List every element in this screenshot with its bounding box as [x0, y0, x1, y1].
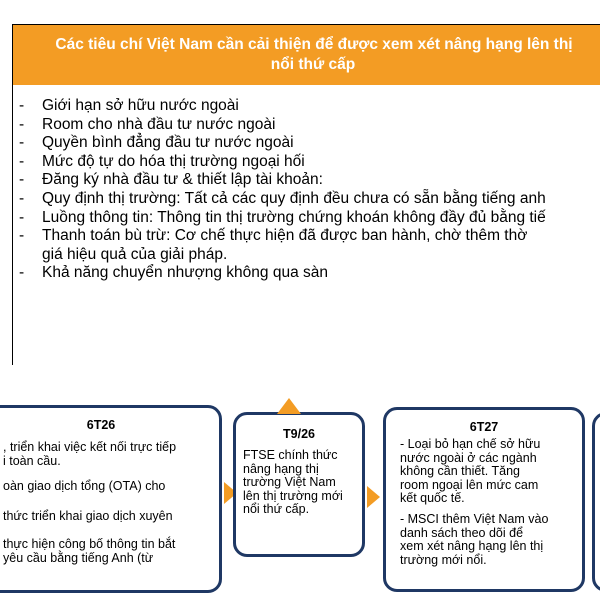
- criteria-title-line1: Các tiêu chí Việt Nam cần cải thiện để được xem xét nâng hạng lên thị: [55, 36, 573, 53]
- criteria-list: [19, 97, 600, 283]
- timeline-card-6t26: [0, 405, 222, 593]
- card-title: 6T27: [469, 420, 499, 434]
- list-item: - Room cho nhà đầu tư nước ngoài: [19, 115, 276, 133]
- list-item: - Luồng thông tin: Thông tin thị trường chứng khoán không đầy đủ bằng tiế: [19, 208, 546, 226]
- list-item: - Giới hạn sở hữu nước ngoài: [19, 97, 239, 114]
- list-item: - Quy định thị trường: Tất cả các quy định đều chưa có sẵn bằng tiếng anh: [19, 189, 546, 207]
- card-text: - Loại bỏ hạn chế sở hữu nước ngoài ở các ngành không cần thiết. Tăng room ngoại lên mức cam kết quốc tế. - MSCI thêm Việt Nam vào danh sách theo dõi để xem xét nâng hạng lên thị trường mới nổi.: [400, 437, 549, 567]
- arrow-right-icon: [367, 486, 380, 508]
- timeline-card-t9-26: [233, 412, 365, 557]
- criteria-panel: [12, 24, 600, 365]
- list-item: - Khả năng chuyển nhượng không qua sàn: [19, 264, 328, 282]
- list-item: - Quyền bình đẳng đầu tư nước ngoài: [19, 134, 294, 152]
- card-title: 6T26: [86, 418, 116, 432]
- card-text: , triển khai việc kết nối trực tiếp i toàn cầu. oàn giao dịch tổng (OTA) cho thức triển khai giao dịch xuyên thực hiện công bố thông tin bắt yêu cầu bằng tiếng Anh (từ: [3, 440, 177, 565]
- card-text: FTSE chính thức nâng hạng thị trường Việt Nam lên thị trường mới nổi thứ cấp.: [243, 448, 343, 517]
- timeline-card-next: [592, 412, 600, 592]
- arrow-up-icon: [277, 398, 301, 414]
- list-item: - Thanh toán bù trừ: Cơ chế thực hiện đã được ban hành, chờ thêm thờ giá hiệu quả của giải pháp.: [19, 227, 528, 263]
- criteria-title-line2: nổi thứ cấp: [270, 56, 356, 73]
- list-item: - Mức độ tự do hóa thị trường ngoại hối: [19, 152, 305, 170]
- criteria-header: [13, 25, 600, 85]
- timeline-card-6t27: [383, 407, 585, 592]
- card-title: T9/26: [283, 427, 315, 441]
- list-item: - Đăng ký nhà đầu tư & thiết lập tài khoản:: [19, 171, 323, 189]
